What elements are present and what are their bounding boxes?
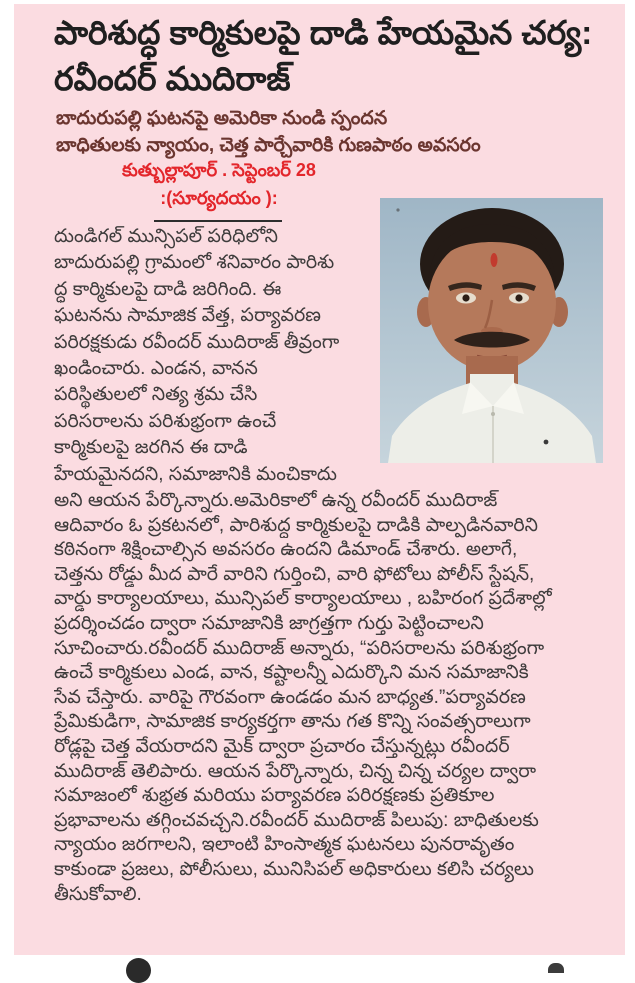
portrait-photo	[380, 198, 603, 463]
body-line: పరిరక్షకుడు రవీందర్ ముదిరాజ్ తీవ్రంగా	[54, 331, 340, 353]
body-line: కాకుండా ప్రజలు, పోలీసులు, మునిసిపల్ అధికారులు కలిసి చర్యలు	[54, 858, 534, 880]
body-line: బాదురుపల్లి గ్రామంలో శనివారం పారిశు	[54, 252, 335, 274]
body-line: పరిస్థితులలో నిత్య శ్రమ చేసి	[54, 384, 258, 406]
body-line: ద్ధ కార్మికులపై దాడి జరిగింది. ఈ	[54, 278, 282, 300]
body-line: రోడ్లపై చెత్త వేయరాదని మైక్ ద్వారా ప్రచారం చేస్తున్నట్లు రవీందర్	[54, 735, 510, 757]
body-line: ప్రదర్శించడం ద్వారా సమాజానికి జాగ్రత్తగా గుర్తు పెట్టించాలని	[54, 612, 484, 634]
body-line: అని ఆయన పేర్కొన్నారు.అమెరికాలో ఉన్న రవీందర్ ముదిరాజ్	[54, 490, 498, 511]
body-line: సమాజంలో శుభ్రత మరియు పర్యావరణ పరిరక్షణకు ప్రతికూల	[54, 785, 495, 807]
body-line: వార్డు కార్యాలయాలు, మున్సిపల్ కార్యాలయాలు , బహిరంగ ప్రదేశాల్లో	[54, 588, 552, 610]
tilak-mark	[491, 253, 498, 267]
body-line: ఖండించారు. ఎండన, వానన	[54, 358, 258, 380]
headline-line: రవీందర్ ముదిరాజ్	[54, 60, 291, 97]
body-line: చెత్తను రోడ్డు మీద పారే వారిని గుర్తించి, వారి ఫోటోలు పోలీస్ స్టేషన్,	[54, 563, 535, 585]
body-text-column	[54, 224, 382, 488]
body-line: సూచించారు.రవీందర్ ముదిరాజ్ అన్నారు, “పరిసరాలను పరిశుభ్రంగా	[54, 637, 545, 659]
subhead-line: బాధితులకు న్యాయం, చెత్త పార్చేవారికి గుణపాఠం అవసరం	[56, 135, 481, 156]
cutoff-glyph-fragment-right	[548, 963, 564, 973]
body-line: ప్రభావాలను తగ్గించవచ్చని.రవీందర్ ముదిరాజ్ పిలుపు: బాధితులకు	[54, 809, 539, 831]
body-line: ప్రేమికుడిగా, సామాజిక కార్యకర్తగా తాను గత కొన్ని సంవత్సరాలుగా	[54, 711, 531, 733]
body-line: సేవ చేస్తారు. వారిపై గౌరవంగా ఉండడం మన బాధ్యత.”పర్యావరణ	[54, 686, 526, 708]
body-line: ఉంచే కార్మికులు ఎండ, వాన, కష్టాలన్నీ ఎదుర్కొని మన సమాజానికి	[54, 662, 529, 684]
body-line: హేయమైనదని, సమాజానికి మంచికాదు	[54, 463, 337, 485]
byline: :(సూర్యదయం ):	[160, 188, 278, 208]
body-line: ఆదివారం ఓ ప్రకటనలో, పారిశుద్ధ కార్మికులపై దాడికి పాల్పడినవారిని	[54, 514, 538, 536]
body-line: ఘటనను సామాజిక వేత్త, పర్యావరణ	[54, 305, 321, 327]
body-line: కార్మికులపై జరగిన ఈ దాడి	[54, 437, 248, 459]
body-line: తీసుకోవాలి.	[54, 883, 142, 905]
byline-underline	[154, 220, 282, 222]
body-line: పరిసరాలను పరిశుభ్రంగా ఉంచే	[54, 410, 277, 432]
headline-line: పారిశుద్ధ కార్మికులపై దాడి హేయమైన చర్య:	[54, 14, 593, 51]
body-line: కఠినంగా శిక్షించాల్సిన అవసరం ఉందని డిమాండ్ చేశారు. అలాగే,	[54, 539, 518, 561]
body-text-fullwidth	[54, 489, 610, 907]
body-line: న్యాయం జరగాలని, ఇలాంటి హింసాత్మక ఘటనలు పునరావృతం	[54, 834, 515, 856]
article-subheads	[56, 105, 581, 159]
subhead-line: బాదురుపల్లి ఘటనపై అమెరికా నుండి స్పందన	[56, 108, 388, 129]
article-panel	[14, 4, 625, 955]
article-headline	[54, 10, 593, 102]
body-line: ముదిరాజ్ తెలిపారు. ఆయన పేర్కొన్నారు, చిన్న చిన్న చర్యల ద్వారా	[54, 760, 537, 782]
dateline: కుత్బుల్లాపూర్ . సెప్టెంబర్ 28	[122, 160, 316, 180]
body-line: దుండిగల్ మున్సిపల్ పరిధిలోని	[54, 226, 279, 247]
